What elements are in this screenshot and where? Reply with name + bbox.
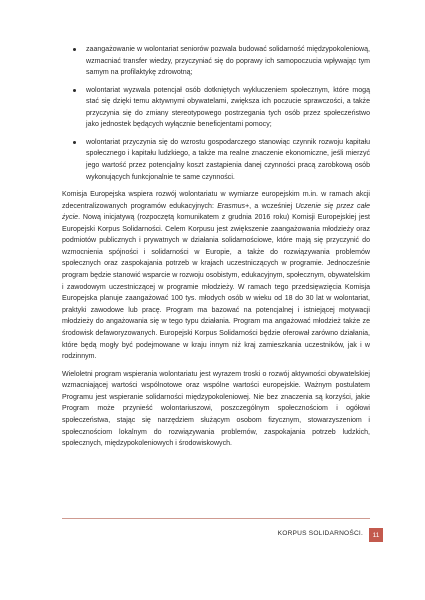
paragraph-text: Komisja Europejska wspiera rozwój wolontariatu w wymiarze europejskim m.in. w ramach akcji zdecentralizowanych programów edukacyjnych: [62, 190, 370, 210]
bullet-icon [73, 89, 76, 92]
page-number: 11 [369, 528, 383, 542]
list-item-text: wolontariat przyczynia się do wzrostu gospodarczego stanowiąc czynnik rozwoju kapitału społecznego i kapitału ludzkiego, a także ma realne znaczenie ekonomiczne, jeśli mierzyć jego wartość przez potencjalny koszt zastąpienia danej czynności pracą zarobkową osób wykonujących funkcjonalnie te same czynności. [86, 138, 370, 181]
bullet-icon [73, 48, 76, 51]
list-item-text: zaangażowanie w wolontariat seniorów pozwala budować solidarność międzypokoleniową, wzmacniać transfer wiedzy, przyczyniać się do poprawy ich samopoczucia wpływając tym samym na profilaktykę zdrowotną; [86, 46, 370, 77]
benefits-list [62, 44, 370, 183]
programme-name-erasmus: Erasmus+ [217, 202, 250, 210]
programme-name-lifelong-learning: Uczenie się przez całe życie [62, 202, 370, 222]
footer-title: KORPUS SOLIDARNOŚCI. [277, 530, 363, 537]
paragraph-programme: Wieloletni program wspierania wolontariatu jest wyrazem troski o rozwój aktywności obywatelskiej wzmacniającej wartości wspólnotowe oraz wspólne wartości europejskie. Ważnym postulatem Programu jest wspieranie solidarności międzypokoleniowej. Nie bez znaczenia są korzyści, jakie Program może przynieść wolontariuszowi, poszczególnym społecznościom i ogółowi społeczeństwa, stając się narzędziem służącym osobom fizycznym, stowarzyszeniom i społecznościom lokalnym do rozwiązywania problemów, zaspokajania potrzeb ludzkich, społecznych, międzypokoleniowych i środowiskowych. [62, 370, 370, 448]
paragraph-text: , a wcześniej [249, 202, 296, 210]
list-item-text: wolontariat wyzwala potencjał osób dotkniętych wykluczeniem społecznym, które mogą stać się dzięki temu aktywnymi obywatelami, zwiększa ich poczucie sprawczości, a także przyczynia się do zmiany stereotypowego postrzegania tych osób przez społeczeństwo jako jednostek będących wyłącznie beneficjentami pomocy; [86, 86, 370, 129]
list-item [62, 137, 370, 183]
paragraph-commission [62, 189, 370, 363]
page-body [62, 44, 370, 456]
paragraph-text: . Nową inicjatywą (rozpoczętą komunikatem z grudnia 2016 roku) Komisji Europejskiej jest Europejski Korpus Solidarności. Celem Korpusu jest zwiększenie zaangażowania młodzieży oraz podmiotów publicznych i prywatnych w działania solidarnościowe, które mają się przyczynić do wzmocnienia spójności i solidarności w Europie, a także do rozwiązywania problemów społecznych oraz zaspokajania potrzeb w krajach uczestniczących w programie. Jednocześnie program będzie stanowić wsparcie w rozwoju osobistym, edukacyjnym, społecznym, obywatelskim i zawodowym uczestniczącej w programie młodzieży. W ramach tego przedsięwzięcia Komisja Europejska planuje zaangażować 100 tys. młodych osób w wieku od 18 do 30 lat w wolontariat, praktyki zawodowe lub pracę. Program ma bazować na potencjalnej i istniejącej motywacji młodzieży do angażowania się w tego typu działania. Program ma angażować młodzież także ze środowisk defaworyzowanych. Europejski Korpus Solidarności będzie oferował zarówno działania, które będą mogły być podejmowane w kraju innym niż kraj zamieszkania uczestników, jak i w rodzinnym. [62, 214, 370, 361]
list-item [62, 85, 370, 131]
footer-divider [62, 518, 370, 519]
bullet-icon [73, 141, 76, 144]
list-item [62, 44, 370, 79]
